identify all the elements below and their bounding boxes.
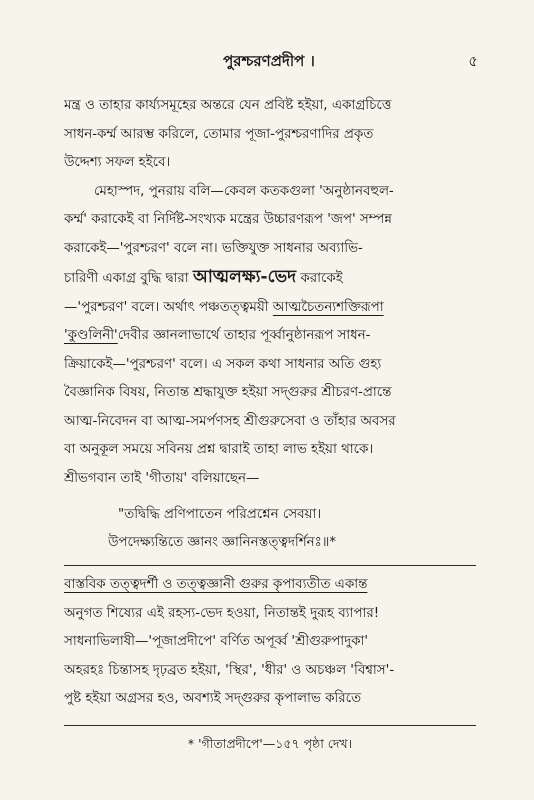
footnote: * 'গীতাপ্রদীপে'—১৫৭ পৃষ্ঠা দেখ।	[187, 736, 353, 751]
page-number: ৫	[468, 52, 478, 70]
text-line: উদ্দেশ্য সফল হইবে।	[64, 155, 171, 170]
verse-line: উপদেক্ষ্যন্তিতে জ্ঞানং জ্ঞানিনস্তত্ত্বদর্শিনঃ॥*	[108, 535, 337, 550]
text-line: সাধনাভিলাষী—'পূজাপ্রদীপে' বর্ণিত অপূর্ব্ব 'শ্রীগুরুপাদুকা'	[64, 634, 369, 649]
emphasis-atmalakshya: আত্মলক্ষ্য-ভেদ	[192, 267, 297, 287]
text-line: অহরহঃ চিন্তাসহ দৃঢ়ব্রত হইয়া, 'স্থির', 'ধীর' ও অচঞ্চল 'বিশ্বাস'-	[64, 662, 395, 678]
text-line: ক্রিয়াকেই—'পুরশ্চরণ' বলে। এ সকল কথা সাধনার অতি গুহ্য	[64, 356, 382, 372]
text-line: মেহাস্পদ, পুনরায় বলি—কেবল কতকগুলা 'অনুষ্ঠানবহুল-	[94, 183, 394, 199]
text-line: কর্ম্ম' করাকেই বা নির্দিষ্ট-সংখ্যক মন্ত্রের উচ্চারণরূপ 'জপ' সম্পন্ন	[64, 212, 392, 227]
text-line: শ্রীভগবান তাই 'গীতায়' বলিয়াছেন—	[64, 470, 260, 486]
running-title: পুরশ্চরণপ্রদীপ ।	[223, 52, 315, 70]
text-line: আত্ম-নিবেদন বা আত্ম-সমর্পণসহ শ্রীগুরুসেবা ও তাঁহার অবসর	[64, 413, 396, 429]
paragraph-2	[64, 178, 476, 494]
text-line: বাস্তবিক তত্ত্বদর্শী ও তত্ত্বজ্ঞানী গুরুর কৃপাব্যতীত একান্ত	[64, 577, 368, 592]
emphasis-atmachaitanya: আত্মচৈতন্যশক্তিরূপা	[272, 299, 384, 315]
text-line: সাধন-কর্ম্ম আরম্ভ করিলে, তোমার পূজা-পুরশ্চরণাদির প্রকৃত	[64, 126, 374, 142]
text-line: চারিণী একাগ্র বুদ্ধি দ্বারা আত্মলক্ষ্য-ভেদ করাকেই	[64, 267, 343, 287]
text-line: —'পুরশ্চরণ' বলে। অর্থাৎ পঞ্চতত্ত্বময়ী আত্মচৈতন্যশক্তিরূপা	[64, 299, 384, 315]
emphasis-kundalini: 'কুণ্ডলিনী'	[64, 328, 118, 343]
body-text	[64, 92, 476, 714]
text-line: 'কুণ্ডলিনী'দেবীর জ্ঞানলাভার্থে তাহার পূর্ব্বানুষ্ঠানরূপ সাধন-	[64, 328, 371, 343]
text-line: অনুগত শিষ্যের এই রহস্য-ভেদ হওয়া, নিতান্তই দুরূহ ব্যাপার!	[64, 605, 380, 621]
text-line: বৈজ্ঞানিক বিষয়, নিতান্ত শ্রদ্ধাযুক্ত হইয়া সদ্গুরুর শ্রীচরণ-প্রান্তে	[64, 385, 392, 400]
verse-line: "তদ্বিদ্ধি প্রণিপাতেন পরিপ্রশ্নেন সেবয়া।	[118, 507, 322, 522]
text-line: করাকেই—'পুরশ্চরণ' বলে না। ভক্তিযুক্ত সাধনার অব্যাভি-	[64, 240, 363, 256]
paragraph-3	[64, 571, 476, 714]
text-line: বা অনুকূল সময়ে সবিনয় প্রশ্ন দ্বারাই তাহা লাভ হইয়া থাকে।	[64, 442, 374, 457]
paragraph-1	[64, 92, 476, 178]
text-line: পুষ্ট হইয়া অগ্রসর হও, অবশ্যই সদ্গুরুর কৃপালাভ করিতে	[64, 691, 362, 706]
page-header	[60, 46, 478, 74]
gita-verse	[64, 501, 476, 557]
section-divider	[64, 565, 476, 566]
text-line: মন্ত্র ও তাহার কার্য্যসমূহের অন্তরে যেন প্রবিষ্ট হইয়া, একাগ্রচিত্তে	[64, 98, 392, 113]
footnote-divider	[64, 725, 476, 726]
